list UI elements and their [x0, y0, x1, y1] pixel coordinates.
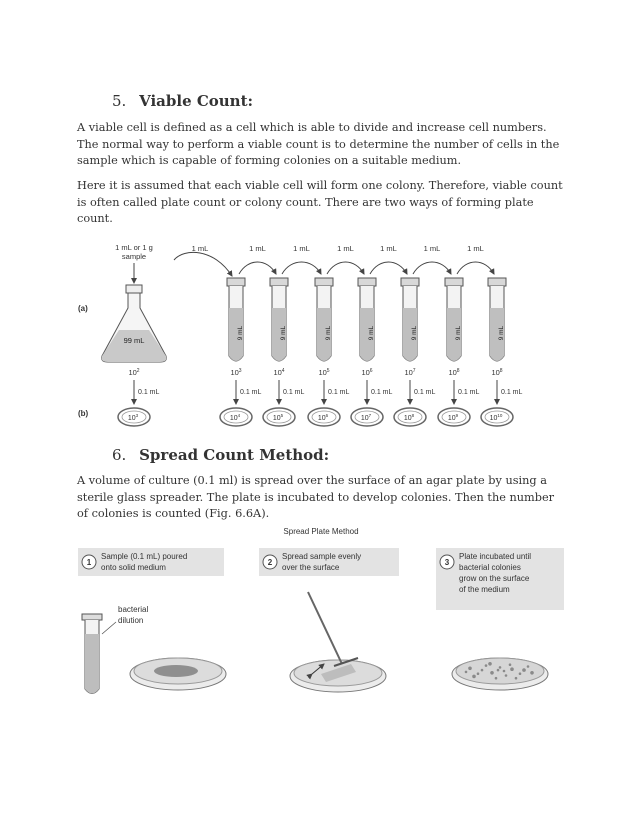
- section-5-heading: [112, 92, 253, 110]
- tube-volume-label: 9 mL: [411, 325, 418, 341]
- transfer-to-plate-label: 0.1 mL: [414, 389, 436, 396]
- colony: [477, 672, 480, 675]
- step-1-line2: onto solid medium: [101, 563, 166, 572]
- step-1-line1: Sample (0.1 mL) poured: [101, 552, 188, 561]
- step-2: [259, 548, 399, 576]
- colony: [503, 670, 506, 673]
- plating-column-8: [481, 368, 523, 426]
- plate-label: $10^8$: [403, 413, 415, 422]
- serial-dilution-figure: [74, 238, 544, 438]
- plate-label: $10^4$: [229, 413, 241, 422]
- dilution-label: $10^6$: [361, 368, 373, 377]
- colony: [510, 667, 514, 671]
- colony: [527, 665, 530, 668]
- plate-label: $10^6$: [317, 413, 329, 422]
- step-3-number: 3: [444, 558, 450, 567]
- step-2-line1: Spread sample evenly: [282, 552, 362, 561]
- tube-label-line1: bacterial: [118, 605, 149, 614]
- transfer-label: 1 mL: [249, 244, 266, 253]
- row-b-label: (b): [78, 409, 89, 418]
- tube-volume-label: 9 mL: [325, 325, 332, 341]
- colony: [505, 674, 508, 677]
- transfer-arcs: [239, 244, 494, 274]
- sample-label-line1: 1 mL or 1 g: [115, 243, 153, 252]
- dilution-label: $10^3$: [230, 368, 242, 377]
- dilution-tubes: [227, 278, 506, 361]
- spread-plate-figure: [76, 524, 566, 699]
- colony: [519, 672, 522, 675]
- step-2-line2: over the surface: [282, 563, 340, 572]
- plate-with-colonies: [452, 658, 548, 690]
- step-3-line1: Plate incubated until: [459, 552, 532, 561]
- transfer-arc: [413, 262, 451, 274]
- section-6-title: Spread Count Method:: [139, 446, 330, 464]
- plating-row: [118, 368, 523, 426]
- plating-column-7: [438, 368, 480, 426]
- dilution-label: $10^5$: [318, 368, 330, 377]
- colony: [515, 677, 518, 680]
- section-5-title: Viable Count:: [139, 92, 254, 110]
- transfer-to-plate-label: 0.1 mL: [371, 389, 393, 396]
- section-5-paragraph-1: A viable cell is defined as a cell which is able to divide and increase cell numbers. The normal way to perform a viable count is to determine the number of cells in the sample which is capable of forming colonies on a suitable medium.: [77, 121, 560, 167]
- transfer-to-plate-label: 0.1 mL: [458, 389, 480, 396]
- plating-column-3: [263, 368, 305, 426]
- colony: [485, 664, 488, 667]
- plating-column-4: [308, 368, 350, 426]
- colony: [509, 663, 512, 666]
- step-3: [436, 548, 564, 610]
- dilution-label: $10^2$: [128, 368, 140, 377]
- transfer-label: 1 mL: [293, 244, 310, 253]
- plate-label: $10^7$: [360, 413, 372, 422]
- transfer-label: 1 mL: [337, 244, 354, 253]
- tube-volume-label: 9 mL: [237, 325, 244, 341]
- dilution-tube-2: [270, 278, 288, 361]
- dilution-tube-7: [488, 278, 506, 361]
- dilution-tube-4: [358, 278, 376, 361]
- colony: [472, 675, 476, 679]
- section-6-paragraph-1: A volume of culture (0.1 ml) is spread over the surface of an agar plate by using a sterile glass spreader. The plate is incubated to develop colonies. Then the number of colonies is counted (Fig. 6.6A).: [77, 474, 555, 520]
- dilution-label: $10^8$: [491, 368, 503, 377]
- spread-plate-title: Spread Plate Method: [283, 527, 359, 536]
- plate-label: $10^9$: [447, 413, 459, 422]
- step-1-number: 1: [86, 558, 92, 567]
- step-1: [78, 548, 224, 576]
- plating-column-6: [394, 368, 436, 426]
- colony: [495, 677, 498, 680]
- tube-volume-label: 9 mL: [280, 325, 287, 341]
- sample-label-line2: sample: [121, 252, 147, 261]
- step-3-line2: bacterial colonies: [459, 563, 521, 572]
- dilution-tube-3: [315, 278, 333, 361]
- transfer-to-plate-label: 0.1 mL: [283, 389, 305, 396]
- dilution-label: $10^8$: [448, 368, 460, 377]
- colony: [465, 671, 468, 674]
- plating-column-2: [220, 368, 262, 426]
- transfer-label: 1 mL: [423, 244, 441, 253]
- transfer-arc: [457, 262, 494, 274]
- tube-volume-label: 9 mL: [368, 325, 375, 341]
- plate-with-sample: [130, 658, 226, 690]
- transfer-arc: [327, 262, 364, 274]
- plating-column-1: [118, 368, 160, 426]
- section-6-number: 6.: [112, 446, 127, 464]
- transfer-arc: [370, 262, 407, 274]
- tube-volume-label: 9 mL: [455, 325, 462, 341]
- colony: [497, 669, 500, 672]
- tube-label-line2: dilution: [118, 616, 144, 625]
- colony: [530, 671, 534, 675]
- plate-being-spread: [290, 592, 386, 692]
- colony: [499, 666, 502, 669]
- transfer-to-plate-label: 0.1 mL: [501, 389, 523, 396]
- dilution-flask: [102, 285, 167, 362]
- section-5-paragraph-2: Here it is assumed that each viable cell will form one colony. Therefore, viable count is often called plate count or colony count. There are two ways of forming plate count.: [77, 179, 563, 225]
- transfer-to-plate-label: 0.1 mL: [240, 389, 262, 396]
- plate-label: $10^5$: [272, 413, 284, 422]
- colony: [488, 662, 492, 666]
- flask-volume-label: 99 mL: [123, 336, 145, 345]
- colony: [468, 667, 472, 671]
- dilution-tube-6: [445, 278, 463, 361]
- transfer-label: 1 mL: [467, 244, 484, 253]
- transfer-label-0: 1 mL: [191, 244, 209, 253]
- transfer-to-plate-label: 0.1 mL: [138, 389, 160, 396]
- transfer-to-plate-label: 0.1 mL: [328, 389, 350, 396]
- colony: [481, 669, 484, 672]
- dilution-label: $10^4$: [273, 368, 285, 377]
- colony: [490, 671, 494, 675]
- step-3-line4: of the medium: [459, 585, 510, 594]
- transfer-label: 1 mL: [380, 244, 397, 253]
- plate-label: $10^{10}$: [489, 413, 503, 422]
- transfer-arc: [282, 262, 321, 274]
- section-5-number: 5.: [112, 92, 127, 110]
- tube-volume-label: 9 mL: [498, 325, 505, 341]
- plate-label: $10^3$: [127, 413, 139, 422]
- transfer-arc: [239, 262, 276, 274]
- row-a-label: (a): [78, 304, 88, 313]
- section-6-heading: [112, 446, 329, 464]
- step-3-line3: grow on the surface: [459, 574, 530, 583]
- colony: [522, 668, 526, 672]
- dilution-tube-1: [227, 278, 245, 361]
- dilution-tube-5: [401, 278, 419, 361]
- plating-column-5: [351, 368, 393, 426]
- dilution-label: $10^7$: [404, 368, 416, 377]
- step-2-number: 2: [267, 558, 273, 567]
